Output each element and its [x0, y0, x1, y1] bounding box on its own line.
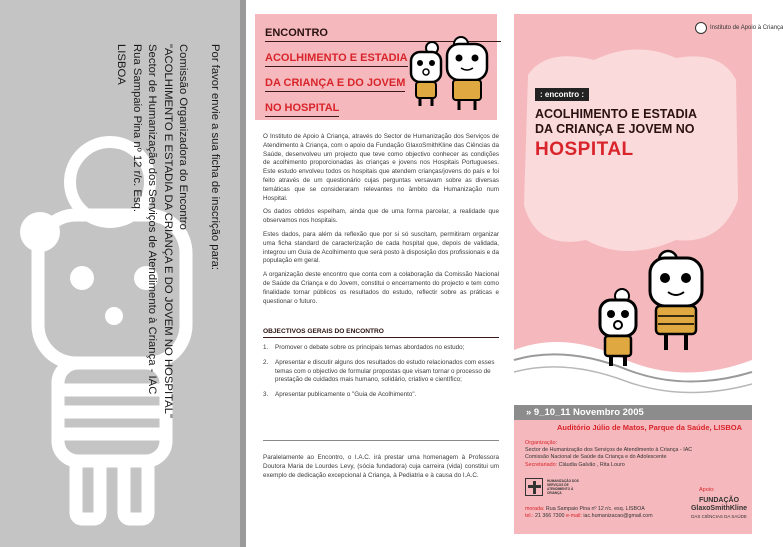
- fundacao-name: FUNDAÇÃO: [698, 497, 740, 504]
- fundacao-logo: [689, 497, 749, 521]
- apoio-label: Apoio:: [699, 487, 715, 493]
- intro-paragraph: Os dados obtidos espelham, ainda que de uma forma parcelar, a realidade que observamos nos hospitais.: [263, 208, 499, 225]
- info-title-line: NO HOSPITAL: [265, 100, 339, 117]
- secretariado-label: Secretariado:: [525, 461, 558, 468]
- morada-value: Rua Sampaio Pina nº 12 r/c. esq. LISBOA: [545, 506, 645, 512]
- mail-address: [113, 44, 191, 418]
- objective-text: Apresentar e discutir alguns dos resultados do estudo relacionados com esses temas com o objectivo de formular propostas que visam tornar o processo de prestação de cuidados mais humano, solidário, criativo e científico;: [275, 358, 495, 384]
- mail-address-line: Comissão Organizadora do Encontro: [177, 44, 190, 230]
- secretariado-names: Cláudia Galvão , Rita Louro: [558, 461, 625, 468]
- intro-paragraph: Estes dados, para além da reflexão que por si só suscitam, permitiram organizar uma ficha standard de caracterização de cada hospital que, depois de validada, integrou um Guia de Acolhimento que será posto à disposição dos profissionais e da população em geral.: [263, 230, 499, 265]
- tel-label: tel.:: [525, 513, 534, 519]
- mail-instruction: Por favor envie a sua ficha de inscrição para:: [209, 44, 221, 271]
- info-panel: [247, 0, 506, 547]
- objective-item: [263, 344, 499, 353]
- morada-label: morada:: [525, 506, 545, 512]
- humanizacao-icon: [525, 478, 543, 496]
- mailing-text: [113, 44, 222, 418]
- mail-address-line: LISBOA: [115, 44, 128, 85]
- info-title-line: DA CRIANÇA E DO JOVEM: [265, 75, 405, 92]
- humanizacao-logo-text: HUMANIZAÇÃO DOS SERVIÇOS DE ATENDIMENTO À CRIANÇA: [547, 479, 579, 495]
- encontro-tag: : encontro :: [535, 88, 589, 101]
- event-date: » 9_10_11 Novembro 2005: [514, 405, 752, 420]
- intro-paragraph: A organização deste encontro que conta com a colaboração da Comissão Nacional de Saúde da Criança e do Jovem, constitui o encerramento do projecto e tem como finalidade tornar públicos os resultados do estudo, reflectir sobre as práticas e questionar o futuro.: [263, 271, 499, 305]
- cover-panel: [506, 0, 783, 547]
- org-label: Organização:: [525, 440, 558, 446]
- divider: [263, 440, 499, 441]
- cover-title-line: DA CRIANÇA E JOVEM NO: [535, 122, 695, 136]
- children-illustration: [403, 34, 503, 114]
- objectives-list: [263, 344, 499, 406]
- org-line: Sector de Humanização dos Serviços de Atendimento à Criança - IAC: [525, 447, 693, 454]
- objective-number: 2.: [263, 358, 269, 366]
- event-venue: Auditório Júlio de Matos, Parque da Saúde, LISBOA: [556, 423, 742, 432]
- objectives-heading: OBJECTIVOS GERAIS DO ENCONTRO: [263, 328, 499, 338]
- mail-panel: [0, 0, 245, 547]
- fundacao-sub: DAS CIÊNCIAS DA SAÚDE: [691, 514, 747, 519]
- email-link[interactable]: iac.humanizacao@gmail.com: [583, 513, 653, 519]
- org-line: Comissão Nacional de Saúde da Criança e do Adolescente: [525, 454, 667, 461]
- cover-title: [535, 107, 745, 163]
- tel-value: 21 366 7300: [535, 513, 565, 519]
- objective-item: [263, 391, 499, 400]
- cover-title-line: ACOLHIMENTO E ESTADIA: [535, 107, 698, 121]
- objective-item: [263, 359, 499, 385]
- info-title-line: ACOLHIMENTO E ESTADIA: [265, 50, 408, 67]
- iac-logo-text: Instituto de Apoio à Criança: [710, 25, 783, 31]
- humanizacao-logo: [525, 478, 587, 496]
- objective-text: Apresentar publicamente o "Guia de Acolhimento".: [275, 391, 417, 399]
- mail-address-line: Rua Sampaio Pina nº 12 r/c. Esq.: [131, 44, 143, 213]
- email-label: e-mail:: [565, 513, 582, 519]
- intro-paragraph: O Instituto de Apoio à Criança, através do Sector de Humanização dos Serviços de Atendimento à Criança, com o apoio da Fundação GlaxoSmithKline das Ciências da Saúde, desenvolveu um projecto que teve como objectivo conhecer as condições de acolhimento proporcionadas às crianças e jovens nos Hospitais Portugueses. Este estudo envolveu todos os hospitais que atendem crianças/jovens do país e foi feito através de um questionário cujas perguntas versavam sobre as diversas temáticas que se consideraram relevantes no âmbito da Humanização num Hospital.: [263, 133, 499, 202]
- cover-children-illustration: [590, 250, 720, 370]
- objective-number: 1.: [263, 344, 269, 351]
- homage-text: Paralelamente ao Encontro, o I.A.C. irá prestar uma homenagem à Professora Doutora Maria de Lourdes Levy, (sócia fundadora) cuja carreira (vida) constitui um exemplo de dedicação excepcional à Criança, à Pediatria e à causa do I.A.C.: [263, 454, 499, 479]
- info-title-line: ENCONTRO: [265, 25, 501, 42]
- mail-address-line: Sector de Humanização dos Serviços de Atendimento à Criança - IAC: [146, 44, 159, 395]
- intro-text: [263, 133, 499, 311]
- fold-shadow: [240, 0, 246, 547]
- fundacao-brand: GlaxoSmithKline: [690, 505, 747, 512]
- objective-text: Promover o debate sobre os principais temas abordados no estudo;: [275, 344, 465, 351]
- mail-address-line: "ACOLHIMENTO E ESTADIA DA CRIANÇA E DO JOVEM NO HOSPITAL": [162, 44, 174, 418]
- contact-info: [525, 506, 653, 520]
- cover-title-hospital: HOSPITAL: [535, 139, 634, 160]
- objective-number: 3.: [263, 391, 269, 399]
- organization-info: [525, 440, 740, 469]
